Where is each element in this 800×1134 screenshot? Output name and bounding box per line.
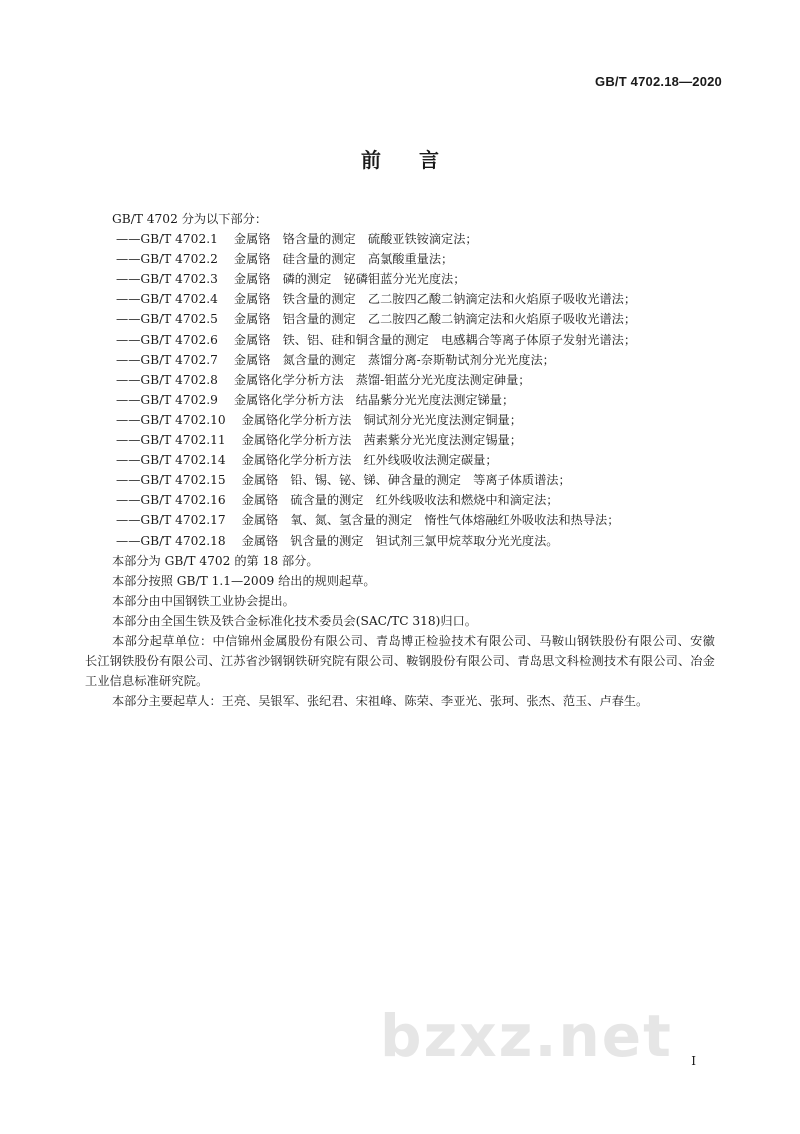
- page-title: 前言: [361, 148, 477, 172]
- part-code: ——GB/T 4702.5: [116, 312, 218, 327]
- part-title: 金属铬化学分析方法 蒸馏-钼蓝分光光度法测定砷量；: [233, 372, 531, 387]
- part-title: 金属铬化学分析方法 茜素紫分光光度法测定锡量；: [241, 433, 522, 448]
- list-item: [85, 289, 715, 309]
- main-drafters-statement: 本部分主要起草人：王亮、吴银军、张纪君、宋祖峰、陈荣、李亚光、张珂、张杰、范玉、卢春生。: [112, 694, 649, 709]
- parts-list: [85, 229, 715, 551]
- list-item: [85, 269, 715, 289]
- centralized-by-statement: 本部分由全国生铁及铁合金标准化技术委员会(SAC/TC 318)归口。: [112, 613, 477, 628]
- part-code: ——GB/T 4702.14: [116, 453, 226, 468]
- part-code: ——GB/T 4702.18: [116, 533, 226, 548]
- part-title: 金属铬 磷的测定 铋磷钼蓝分光光度法；: [233, 272, 466, 287]
- drafting-units-paragraph: 本部分起草单位：中信锦州金属股份有限公司、青岛博正检验技术有限公司、马鞍山钢铁股份有限公司、安徽长江钢铁股份有限公司、江苏省沙钢钢铁研究院有限公司、鞍钢股份有限公司、青岛思文科检测技术有限公司、冶金工业信息标准研究院。: [85, 633, 715, 689]
- watermark: bzxz.net: [380, 1002, 673, 1070]
- part-title: 金属铬化学分析方法 铜试剂分光光度法测定铜量；: [241, 412, 522, 427]
- part-title: 金属铬 铅、锡、铋、锑、砷含量的测定 等离子体质谱法；: [241, 473, 571, 488]
- part-code: ——GB/T 4702.6: [116, 332, 218, 347]
- part-code: ——GB/T 4702.9: [116, 392, 218, 407]
- list-item: [85, 410, 715, 430]
- list-item: [85, 330, 715, 350]
- list-item: [85, 470, 715, 490]
- list-item: [85, 490, 715, 510]
- part-code: ——GB/T 4702.3: [116, 272, 218, 287]
- proposed-by-statement: 本部分由中国钢铁工业协会提出。: [112, 593, 295, 608]
- list-item: [85, 450, 715, 470]
- part-title: 金属铬化学分析方法 结晶紫分光光度法测定锑量；: [233, 392, 515, 407]
- part-code: ——GB/T 4702.10: [116, 412, 226, 427]
- drafting-rules-statement: 本部分按照 GB/T 1.1—2009 给出的规则起草。: [112, 573, 376, 588]
- part-code: ——GB/T 4702.2: [116, 252, 218, 267]
- part-code: ——GB/T 4702.1: [116, 232, 218, 247]
- part-code: ——GB/T 4702.11: [116, 433, 226, 448]
- part-title: 金属铬 钒含量的测定 钽试剂三氯甲烷萃取分光光度法。: [241, 533, 559, 548]
- list-item: [85, 309, 715, 329]
- page-number: I: [691, 1054, 696, 1068]
- part-title: 金属铬 硅含量的测定 高氯酸重量法；: [233, 252, 454, 267]
- part-title: 金属铬 铁含量的测定 乙二胺四乙酸二钠滴定法和火焰原子吸收光谱法；: [233, 292, 637, 307]
- part-of-statement: 本部分为 GB/T 4702 的第 18 部分。: [112, 553, 319, 568]
- list-item: [85, 390, 715, 410]
- part-code: ——GB/T 4702.17: [116, 513, 226, 528]
- part-title: 金属铬 氧、氮、氢含量的测定 惰性气体熔融红外吸收法和热导法；: [241, 513, 620, 528]
- list-item: [85, 430, 715, 450]
- parts-intro: GB/T 4702 分为以下部分：: [112, 212, 268, 226]
- part-code: ——GB/T 4702.15: [116, 473, 226, 488]
- list-item: [85, 531, 715, 551]
- part-code: ——GB/T 4702.8: [116, 372, 218, 387]
- list-item: [85, 510, 715, 530]
- part-title: 金属铬 铝含量的测定 乙二胺四乙酸二钠滴定法和火焰原子吸收光谱法；: [233, 312, 637, 327]
- part-title: 金属铬 硫含量的测定 红外线吸收法和燃烧中和滴定法；: [241, 493, 559, 508]
- standard-number: GB/T 4702.18—2020: [595, 74, 722, 89]
- part-title: 金属铬 铬含量的测定 硫酸亚铁铵滴定法；: [233, 232, 478, 247]
- part-code: ——GB/T 4702.16: [116, 493, 226, 508]
- part-title: 金属铬 氮含量的测定 蒸馏分离-奈斯勒试剂分光光度法；: [233, 352, 555, 367]
- foreword-body: [85, 209, 715, 711]
- list-item: [85, 350, 715, 370]
- list-item: [85, 229, 715, 249]
- part-code: ——GB/T 4702.4: [116, 292, 218, 307]
- list-item: [85, 249, 715, 269]
- part-code: ——GB/T 4702.7: [116, 352, 218, 367]
- part-title: 金属铬 铁、铝、硅和铜含量的测定 电感耦合等离子体原子发射光谱法；: [233, 332, 637, 347]
- part-title: 金属铬化学分析方法 红外线吸收法测定碳量；: [241, 453, 498, 468]
- list-item: [85, 370, 715, 390]
